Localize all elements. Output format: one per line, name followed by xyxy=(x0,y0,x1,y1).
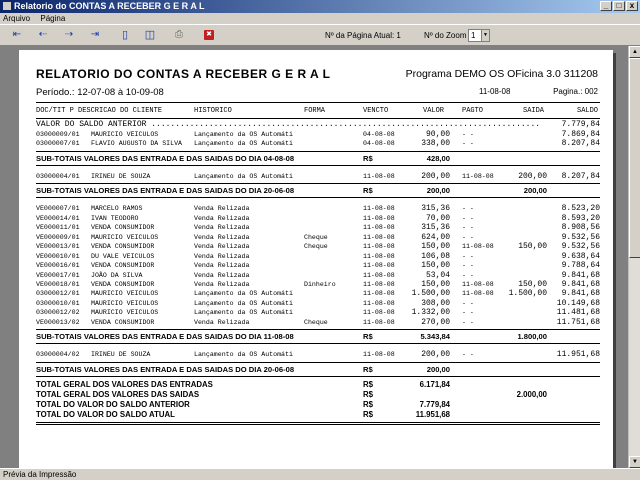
zoom-value: 1 xyxy=(471,31,476,40)
previous-balance-label: VALOR DO SALDO ANTERIOR ................................................................................. xyxy=(36,120,541,129)
row-valor: 106,08 xyxy=(421,251,450,261)
row-valor: 315,36 xyxy=(421,223,450,233)
row-valor: 53,04 xyxy=(425,270,450,280)
row-pagto: - - xyxy=(462,205,474,213)
row-saldo: 11.751,68 xyxy=(556,317,600,327)
total-saida: 2.000,00 xyxy=(516,389,547,399)
row-valor: 70,00 xyxy=(425,213,450,223)
row-vencto: 11-08-08 xyxy=(363,233,395,241)
row-doc: VE000014/01 xyxy=(36,214,80,222)
subtotal-label: SUB-TOTAIS VALORES DAS ENTRADA E DAS SAIDAS DO DIA 20-06-08 xyxy=(36,186,295,196)
col-header-forma: FORMA xyxy=(304,107,326,115)
row-saldo: 11.481,68 xyxy=(556,308,600,318)
row-valor: 338,00 xyxy=(421,139,450,149)
row-saida: 1.500,00 xyxy=(508,289,547,299)
row-vencto: 11-08-08 xyxy=(363,290,395,298)
report-page-number: Pagina.: 002 xyxy=(553,87,598,96)
row-valor: 200,00 xyxy=(421,350,450,360)
subtotal-rs: R$ xyxy=(363,186,373,196)
row-historico: Venda Relizada xyxy=(194,243,250,251)
row-historico: Venda Relizada xyxy=(194,233,250,241)
row-historico: Lançamento da OS Automáti xyxy=(194,351,293,359)
row-valor: 1.500,00 xyxy=(411,289,450,299)
row-pagto: 11-08-08 xyxy=(462,172,494,180)
row-historico: Venda Relizada xyxy=(194,280,250,288)
row-pagto: - - xyxy=(462,351,474,359)
row-pagto: - - xyxy=(462,262,474,270)
row-client: IRINEU DE SOUZA xyxy=(91,351,151,359)
row-forma: Cheque xyxy=(304,233,328,241)
row-valor: 150,00 xyxy=(421,261,450,271)
maximize-button[interactable]: □ xyxy=(613,1,625,11)
row-valor: 200,00 xyxy=(421,171,450,181)
close-window-button[interactable]: x xyxy=(626,1,638,11)
page-icon[interactable]: ▯ xyxy=(121,29,129,41)
chevron-down-icon[interactable]: ▼ xyxy=(481,30,489,41)
row-vencto: 11-08-08 xyxy=(363,280,395,288)
row-vencto: 11-08-08 xyxy=(363,309,395,317)
row-valor: 1.332,00 xyxy=(411,308,450,318)
row-historico: Venda Relizada xyxy=(194,318,250,326)
row-saldo: 10.149,68 xyxy=(556,298,600,308)
total-rs: R$ xyxy=(363,409,373,419)
total-valor: 11.951,68 xyxy=(415,409,450,419)
col-header-pagto: PAGTO xyxy=(462,107,484,115)
row-doc: VE000018/01 xyxy=(36,280,80,288)
row-saldo: 8.593,20 xyxy=(561,213,600,223)
zoom-select[interactable] xyxy=(468,29,490,42)
total-label: TOTAL GERAL DOS VALORES DAS SAIDAS xyxy=(36,389,200,399)
row-doc: VE000009/01 xyxy=(36,233,80,241)
row-client: IRINEU DE SOUZA xyxy=(91,172,151,180)
row-historico: Venda Relizada xyxy=(194,252,250,260)
divider xyxy=(36,362,600,363)
divider xyxy=(36,165,600,166)
col-header-valor: VALOR xyxy=(423,107,445,115)
divider xyxy=(36,118,600,119)
row-client: VENDA CONSUMIDOR xyxy=(91,318,155,326)
row-forma: Dinheiro xyxy=(304,280,336,288)
first-page-icon[interactable]: ⇤ xyxy=(12,29,22,40)
row-client: VENDA CONSUMIDOR xyxy=(91,262,155,270)
divider xyxy=(36,329,600,330)
total-rs: R$ xyxy=(363,379,373,389)
row-client: IVAN TEODORO xyxy=(91,214,139,222)
row-saldo: 7.869,84 xyxy=(561,130,600,139)
col-header-vencto: VENCTO xyxy=(363,107,389,115)
menu-pagina[interactable]: Página xyxy=(40,14,66,23)
row-historico: Venda Relizada xyxy=(194,271,250,279)
current-page-label: Nº da Página Atual: 1 xyxy=(325,31,401,40)
row-saldo: 9.788,64 xyxy=(561,261,600,271)
subtotal-label: SUB-TOTAIS VALORES DAS ENTRADA E DAS SAIDAS DO DIA 04-08-08 xyxy=(36,153,295,163)
row-doc: 03000012/01 xyxy=(36,290,80,298)
row-saldo: 11.951,68 xyxy=(556,350,600,360)
row-pagto: - - xyxy=(462,140,474,148)
subtotal-valor: 200,00 xyxy=(426,186,450,196)
row-saldo: 8.207,84 xyxy=(561,171,600,181)
col-header-historico: HISTORICO xyxy=(194,107,232,115)
row-client: MAURICIO VEICULOS xyxy=(91,290,159,298)
vertical-scrollbar[interactable] xyxy=(628,46,640,468)
total-label: TOTAL DO VALOR DO SALDO ANTERIOR xyxy=(36,399,190,409)
total-label: TOTAL DO VALOR DO SALDO ATUAL xyxy=(36,409,175,419)
row-client: MAURICIO VEICULOS xyxy=(91,299,159,307)
row-client: VENDA CONSUMIDOR xyxy=(91,280,155,288)
row-historico: Venda Relizada xyxy=(194,205,250,213)
subtotal-label: SUB-TOTAIS VALORES DAS ENTRADA E DAS SAIDAS DO DIA 11-08-08 xyxy=(36,332,294,342)
row-saldo: 8.908,56 xyxy=(561,223,600,233)
row-pagto: 11-08-08 xyxy=(462,243,494,251)
prev-page-icon[interactable]: ⇠ xyxy=(38,29,48,40)
divider xyxy=(36,102,600,103)
row-client: VENDA CONSUMIDOR xyxy=(91,224,155,232)
scroll-thumb[interactable] xyxy=(629,58,640,258)
divider xyxy=(36,343,600,344)
row-vencto: 11-08-08 xyxy=(363,252,395,260)
row-vencto: 11-08-08 xyxy=(363,351,395,359)
row-vencto: 11-08-08 xyxy=(363,172,395,180)
row-client: MAURICIO VEICULOS xyxy=(91,309,159,317)
col-header-saida: SAIDA xyxy=(523,107,545,115)
minimize-button[interactable]: _ xyxy=(600,1,612,11)
two-pages-icon[interactable]: ◫ xyxy=(144,29,156,41)
row-historico: Lançamento da OS Automáti xyxy=(194,309,293,317)
previous-balance-value: 7.779,84 xyxy=(561,120,600,129)
print-icon[interactable]: ⎙ xyxy=(175,29,183,40)
row-vencto: 11-08-08 xyxy=(363,299,395,307)
divider xyxy=(36,376,600,377)
row-vencto: 04-08-08 xyxy=(363,140,395,148)
row-saldo: 9.841,68 xyxy=(561,279,600,289)
report-program: Programa DEMO OS OFicina 3.0 311208 xyxy=(405,68,598,80)
report-date: 11-08-08 xyxy=(479,87,511,96)
menu-bar xyxy=(0,13,640,24)
subtotal-rs: R$ xyxy=(363,332,373,342)
scroll-up-icon[interactable]: ▲ xyxy=(629,46,640,58)
total-valor: 7.779,84 xyxy=(419,399,450,409)
row-client: DU VALE VEICULOS xyxy=(91,252,155,260)
row-pagto: - - xyxy=(462,224,474,232)
row-saldo: 9.532,56 xyxy=(561,232,600,242)
row-valor: 315,36 xyxy=(421,204,450,214)
row-doc: 03000004/01 xyxy=(36,172,80,180)
row-vencto: 11-08-08 xyxy=(363,262,395,270)
row-client: FLAVIO AUGUSTO DA SILVA xyxy=(91,140,183,148)
row-saldo: 9.841,68 xyxy=(561,289,600,299)
row-historico: Lançamento da OS Automáti xyxy=(194,290,293,298)
row-vencto: 04-08-08 xyxy=(363,131,395,138)
row-vencto: 11-08-08 xyxy=(363,271,395,279)
next-page-icon[interactable]: ⇢ xyxy=(64,29,74,40)
row-doc: VE000007/01 xyxy=(36,205,80,213)
divider xyxy=(36,422,600,425)
subtotal-valor: 200,00 xyxy=(426,364,450,374)
window-titlebar xyxy=(0,0,640,13)
divider xyxy=(36,183,600,184)
row-client: MARCELO RAMOS xyxy=(91,205,143,213)
zoom-label: Nº do Zoom xyxy=(424,31,467,40)
row-valor: 624,00 xyxy=(421,232,450,242)
row-client: JOÃO DA SILVA xyxy=(91,271,143,279)
report-title: RELATORIO DO CONTAS A RECEBER G E R A L xyxy=(36,67,331,81)
row-pagto: 11-08-08 xyxy=(462,280,494,288)
subtotal-saida: 1.800,00 xyxy=(517,332,547,342)
scroll-down-icon[interactable]: ▼ xyxy=(629,456,640,468)
menu-arquivo[interactable]: Arquivo xyxy=(3,14,31,23)
row-valor: 308,00 xyxy=(421,298,450,308)
total-rs: R$ xyxy=(363,399,373,409)
row-pagto: 11-08-08 xyxy=(462,290,494,298)
row-valor: 270,00 xyxy=(421,317,450,327)
status-text: Prévia da Impressão xyxy=(3,470,77,479)
status-bar xyxy=(0,468,640,480)
subtotal-rs: R$ xyxy=(363,153,373,163)
row-historico: Venda Relizada xyxy=(194,224,250,232)
row-saida: 150,00 xyxy=(518,242,547,252)
row-pagto: - - xyxy=(462,299,474,307)
row-vencto: 11-08-08 xyxy=(363,243,395,251)
row-vencto: 11-08-08 xyxy=(363,205,395,213)
total-label: TOTAL GERAL DOS VALORES DAS ENTRADAS xyxy=(36,379,213,389)
total-valor: 6.171,84 xyxy=(419,379,450,389)
subtotal-valor: 428,00 xyxy=(426,153,450,163)
row-client: MAURICIO VEICULOS xyxy=(91,233,159,241)
row-vencto: 11-08-08 xyxy=(363,318,395,326)
col-header-client: DOC/TIT P DESCRICAO DO CLIENTE xyxy=(36,107,163,115)
row-pagto: - - xyxy=(462,309,474,317)
preview-area xyxy=(0,46,628,468)
row-saldo: 9.638,64 xyxy=(561,251,600,261)
row-forma: Cheque xyxy=(304,243,328,251)
row-valor: 90,00 xyxy=(425,130,450,139)
report-period: Período.: 12-07-08 à 10-09-08 xyxy=(36,87,164,98)
row-doc: VE000017/01 xyxy=(36,271,80,279)
row-historico: Venda Relizada xyxy=(194,214,250,222)
row-valor: 150,00 xyxy=(421,242,450,252)
row-historico: Venda Relizada xyxy=(194,262,250,270)
row-doc: 03000007/01 xyxy=(36,140,80,148)
row-saldo: 8.523,20 xyxy=(561,204,600,214)
row-doc: 03000012/02 xyxy=(36,309,80,317)
window-controls xyxy=(600,1,638,11)
report-page xyxy=(19,50,613,468)
row-historico: Lançamento da OS Automáti xyxy=(194,140,293,148)
row-forma: Cheque xyxy=(304,318,328,326)
divider xyxy=(36,197,600,198)
row-pagto: - - xyxy=(462,214,474,222)
col-header-saldo: SALDO xyxy=(577,107,599,115)
row-historico: Lançamento da OS Automáti xyxy=(194,131,293,138)
row-valor: 150,00 xyxy=(421,279,450,289)
row-pagto: - - xyxy=(462,271,474,279)
row-saldo: 8.207,84 xyxy=(561,139,600,149)
total-rs: R$ xyxy=(363,389,373,399)
subtotal-valor: 5.343,84 xyxy=(420,332,450,342)
row-pagto: - - xyxy=(462,318,474,326)
subtotal-saida: 200,00 xyxy=(523,186,547,196)
last-page-icon[interactable]: ⇥ xyxy=(90,29,100,40)
row-vencto: 11-08-08 xyxy=(363,224,395,232)
row-saldo: 9.532,56 xyxy=(561,242,600,252)
row-client: VENDA CONSUMIDOR xyxy=(91,243,155,251)
row-historico: Lançamento da OS Automáti xyxy=(194,172,293,180)
row-doc: 03000004/02 xyxy=(36,351,80,359)
row-vencto: 11-08-08 xyxy=(363,214,395,222)
row-doc: VE000011/01 xyxy=(36,224,80,232)
row-doc: VE000013/01 xyxy=(36,243,80,251)
row-doc: VE000016/01 xyxy=(36,262,80,270)
subtotal-label: SUB-TOTAIS VALORES DAS ENTRADA E DAS SAIDAS DO DIA 20-06-08 xyxy=(36,364,295,374)
row-pagto: - - xyxy=(462,252,474,260)
divider xyxy=(36,151,600,152)
row-doc: VE000010/01 xyxy=(36,252,80,260)
row-pagto: - - xyxy=(462,131,474,138)
row-saida: 150,00 xyxy=(518,279,547,289)
subtotal-rs: R$ xyxy=(363,364,373,374)
window-title: Relatorio do CONTAS A RECEBER G E R A L xyxy=(14,1,205,11)
row-historico: Lançamento da OS Automáti xyxy=(194,299,293,307)
row-doc: VE000013/02 xyxy=(36,318,80,326)
row-pagto: - - xyxy=(462,233,474,241)
row-saldo: 9.841,68 xyxy=(561,270,600,280)
close-icon[interactable]: ✖ xyxy=(204,30,214,40)
row-doc: 03000010/01 xyxy=(36,299,80,307)
app-icon xyxy=(3,2,11,10)
row-saida: 200,00 xyxy=(518,171,547,181)
row-client: MAURICIO VEICULOS xyxy=(91,131,159,138)
row-doc: 03000009/01 xyxy=(36,131,80,138)
toolbar xyxy=(0,24,640,46)
